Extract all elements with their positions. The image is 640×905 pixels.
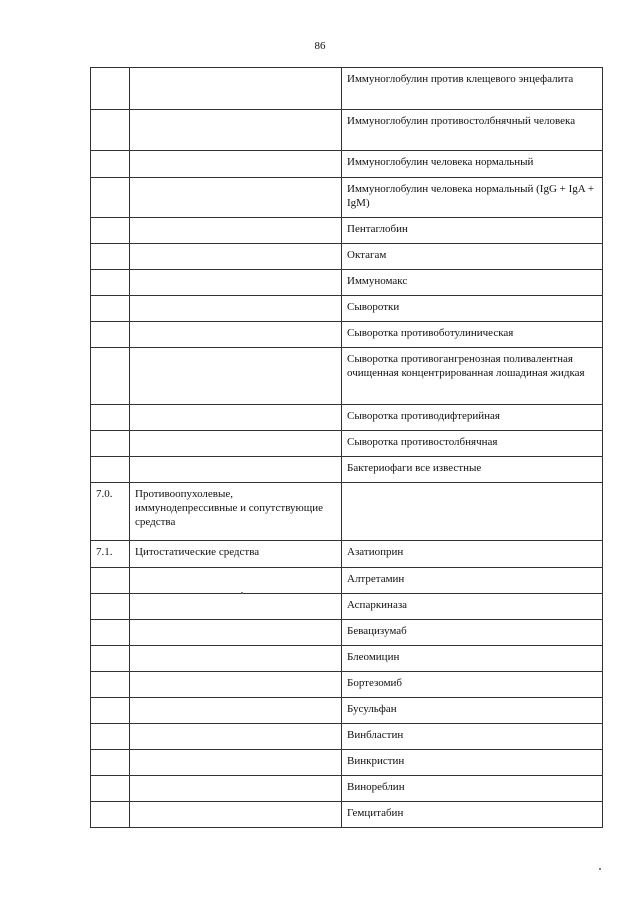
item-name-cell: Иммуноглобулин против клещевого энцефалита xyxy=(342,68,603,110)
table-body xyxy=(91,68,603,828)
item-name-cell: Винбластин xyxy=(342,724,603,750)
item-name-cell: Иммуноглобулин человека нормальный (IgG + IgA + IgM) xyxy=(342,178,603,218)
group-name-cell xyxy=(130,568,342,594)
table-row xyxy=(91,776,603,802)
row-number-cell xyxy=(91,431,130,457)
group-name-cell xyxy=(130,698,342,724)
row-number-cell xyxy=(91,568,130,594)
row-number-cell xyxy=(91,68,130,110)
row-number-cell xyxy=(91,218,130,244)
group-name-cell xyxy=(130,750,342,776)
row-number-cell xyxy=(91,296,130,322)
table-row xyxy=(91,218,603,244)
table-row xyxy=(91,178,603,218)
row-number-cell xyxy=(91,594,130,620)
table-row xyxy=(91,151,603,178)
item-name-cell: Бактериофаги все известные xyxy=(342,457,603,483)
item-name-cell: Аспаркиназа xyxy=(342,594,603,620)
item-name-cell: Сыворотка противогангренозная поливалентная очищенная концентрированная лошадиная жидкая xyxy=(342,348,603,405)
group-name-cell xyxy=(130,620,342,646)
group-name-cell xyxy=(130,270,342,296)
table-row xyxy=(91,405,603,431)
item-name-cell: Иммуноглобулин человека нормальный xyxy=(342,151,603,178)
row-number-cell xyxy=(91,698,130,724)
table-row xyxy=(91,110,603,151)
table-row xyxy=(91,724,603,750)
table-row xyxy=(91,646,603,672)
item-name-cell: Иммуномакс xyxy=(342,270,603,296)
row-number-cell xyxy=(91,750,130,776)
row-number-cell xyxy=(91,151,130,178)
group-name-cell xyxy=(130,151,342,178)
row-number-cell xyxy=(91,457,130,483)
row-number-cell xyxy=(91,405,130,431)
scan-speck xyxy=(599,868,601,870)
row-number-cell xyxy=(91,646,130,672)
row-number-cell xyxy=(91,322,130,348)
group-name-cell xyxy=(130,348,342,405)
item-name-cell: Бортезомиб xyxy=(342,672,603,698)
item-name-cell: Винкристин xyxy=(342,750,603,776)
row-number-cell xyxy=(91,348,130,405)
item-name-cell: Блеомицин xyxy=(342,646,603,672)
group-name-cell xyxy=(130,802,342,828)
row-number-cell: 7.1. xyxy=(91,541,130,568)
item-name-cell: Азатиоприн xyxy=(342,541,603,568)
group-name-cell xyxy=(130,244,342,270)
item-name-cell: Бусульфан xyxy=(342,698,603,724)
item-name-cell: Алтретамин xyxy=(342,568,603,594)
table-row xyxy=(91,431,603,457)
group-name-cell xyxy=(130,724,342,750)
page-number: 86 xyxy=(314,40,326,52)
table-row xyxy=(91,802,603,828)
table-row xyxy=(91,541,603,568)
item-name-cell: Сыворотка противостолбнячная xyxy=(342,431,603,457)
item-name-cell: Бевацизумаб xyxy=(342,620,603,646)
item-name-cell: Сыворотки xyxy=(342,296,603,322)
table-row xyxy=(91,594,603,620)
group-name-cell xyxy=(130,68,342,110)
group-name-cell: Противоопухолевые, иммунодепрессивные и сопутствующие средства xyxy=(130,483,342,541)
row-number-cell: 7.0. xyxy=(91,483,130,541)
document-table xyxy=(90,67,603,828)
item-name-cell: Пентаглобин xyxy=(342,218,603,244)
scan-speck xyxy=(241,592,243,594)
row-number-cell xyxy=(91,776,130,802)
group-name-cell xyxy=(130,322,342,348)
group-name-cell xyxy=(130,672,342,698)
group-name-cell xyxy=(130,431,342,457)
item-name-cell: Иммуноглобулин противостолбнячный человека xyxy=(342,110,603,151)
table-row xyxy=(91,672,603,698)
row-number-cell xyxy=(91,110,130,151)
group-name-cell xyxy=(130,457,342,483)
item-name-cell: Октагам xyxy=(342,244,603,270)
group-name-cell xyxy=(130,178,342,218)
group-name-cell xyxy=(130,776,342,802)
table-row xyxy=(91,322,603,348)
table-row xyxy=(91,296,603,322)
group-name-cell: Цитостатические средства xyxy=(130,541,342,568)
table-row xyxy=(91,750,603,776)
row-number-cell xyxy=(91,724,130,750)
table-row xyxy=(91,620,603,646)
group-name-cell xyxy=(130,646,342,672)
row-number-cell xyxy=(91,244,130,270)
group-name-cell xyxy=(130,405,342,431)
item-name-cell: Сыворотка противоботулиническая xyxy=(342,322,603,348)
table-row xyxy=(91,68,603,110)
item-name-cell: Сыворотка противодифтерийная xyxy=(342,405,603,431)
item-name-cell: Гемцитабин xyxy=(342,802,603,828)
item-name-cell xyxy=(342,483,603,541)
group-name-cell xyxy=(130,218,342,244)
row-number-cell xyxy=(91,620,130,646)
group-name-cell xyxy=(130,594,342,620)
table-row xyxy=(91,457,603,483)
table-row xyxy=(91,698,603,724)
table-row xyxy=(91,483,603,541)
row-number-cell xyxy=(91,178,130,218)
row-number-cell xyxy=(91,672,130,698)
table-row xyxy=(91,244,603,270)
group-name-cell xyxy=(130,110,342,151)
item-name-cell: Винореблин xyxy=(342,776,603,802)
group-name-cell xyxy=(130,296,342,322)
row-number-cell xyxy=(91,802,130,828)
table-row xyxy=(91,270,603,296)
table-row xyxy=(91,348,603,405)
row-number-cell xyxy=(91,270,130,296)
table-row xyxy=(91,568,603,594)
